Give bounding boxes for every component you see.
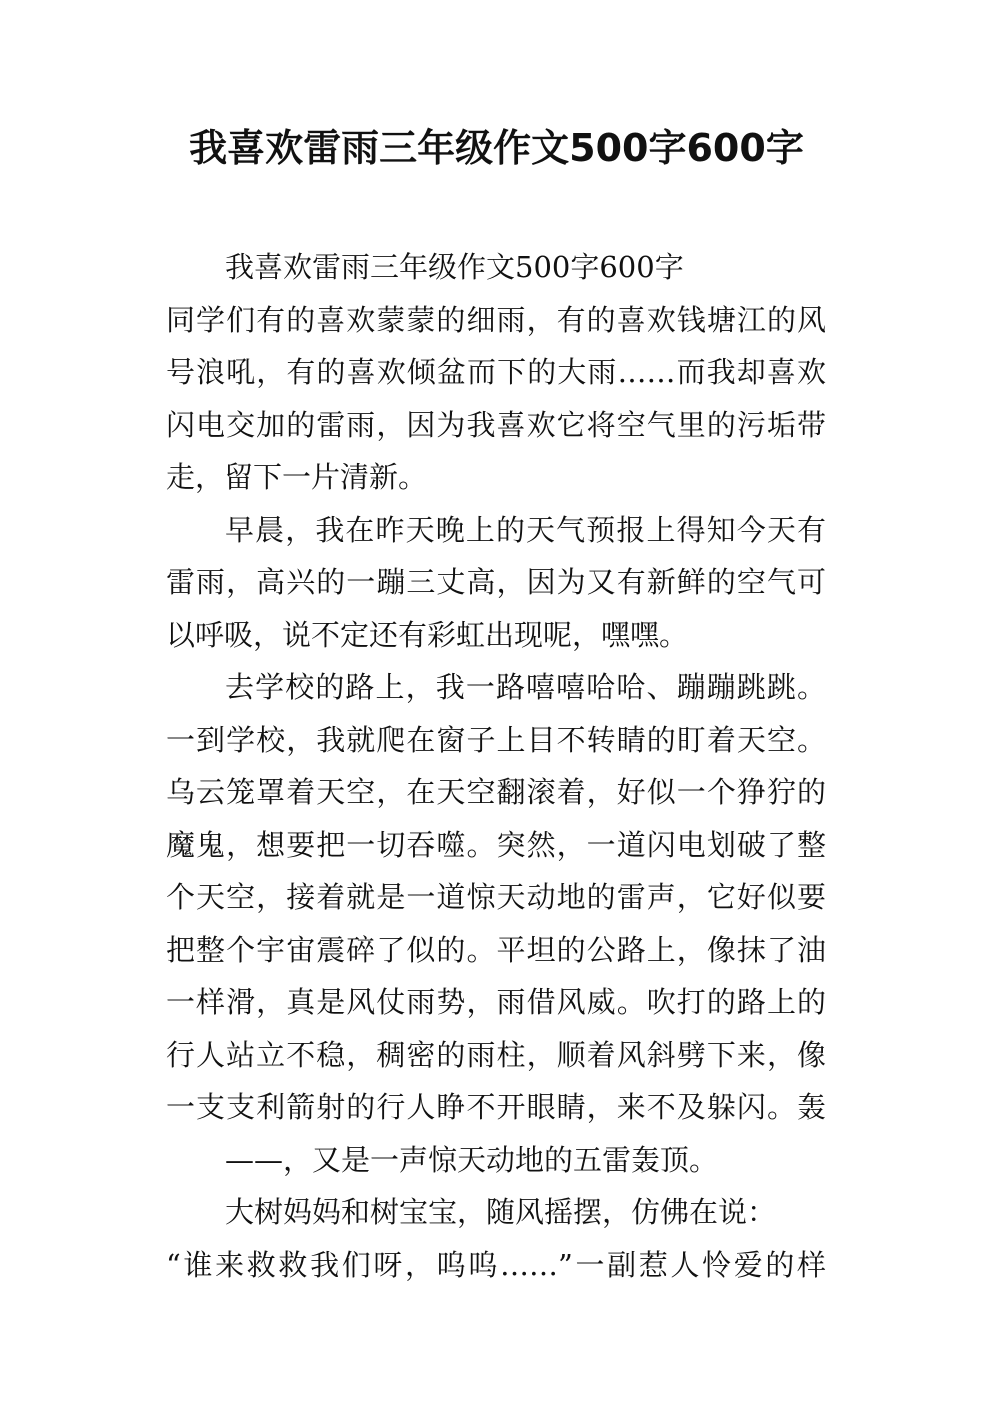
text-line: 乌云笼罩着天空，在天空翻滚着，好似一个狰狞的 (166, 775, 826, 809)
text-line: 雷雨，高兴的一蹦三丈高，因为又有新鲜的空气可 (166, 565, 826, 599)
text-line: 去学校的路上，我一路嘻嘻哈哈、蹦蹦跳跳。 (225, 670, 826, 704)
text-line: 一支支利箭射的行人睁不开眼睛，来不及躲闪。轰 (166, 1090, 826, 1124)
text-line: 我喜欢雷雨三年级作文500字600字 (225, 250, 684, 284)
text-line: 把整个宇宙震碎了似的。平坦的公路上，像抹了油 (166, 932, 826, 967)
text-line: “谁来救救我们呀，呜呜……”一副惹人怜爱的样 (166, 1247, 826, 1282)
text-line: 以呼吸，说不定还有彩虹出现呢，嘿嘿。 (166, 617, 689, 652)
text-line: ——，又是一声惊天动地的五雷轰顶。 (225, 1142, 719, 1177)
text-line: 走，留下一片清新。 (166, 460, 428, 494)
text-line: 行人站立不稳，稠密的雨柱，顺着风斜劈下来，像 (166, 1037, 826, 1072)
text-line: 大树妈妈和树宝宝，随风摇摆，仿佛在说： (225, 1195, 777, 1229)
text-line: 个天空，接着就是一道惊天动地的雷声，它好似要 (166, 880, 826, 914)
document-title: 我喜欢雷雨三年级作文500字600字 (189, 126, 804, 170)
text-line: 同学们有的喜欢蒙蒙的细雨，有的喜欢钱塘江的风 (166, 302, 826, 337)
text-line: 魔鬼，想要把一切吞噬。突然，一道闪电划破了整 (166, 827, 826, 862)
text-line: 闪电交加的雷雨，因为我喜欢它将空气里的污垢带 (166, 407, 826, 442)
text-line: 早晨，我在昨天晚上的天气预报上得知今天有 (225, 512, 826, 547)
document-body (166, 241, 826, 1291)
text-line: 一到学校，我就爬在窗子上目不转睛的盯着天空。 (166, 722, 826, 757)
text-line: 一样滑，真是风仗雨势，雨借风威。吹打的路上的 (166, 985, 826, 1019)
text-line: 号浪吼，有的喜欢倾盆而下的大雨……而我却喜欢 (166, 355, 826, 389)
